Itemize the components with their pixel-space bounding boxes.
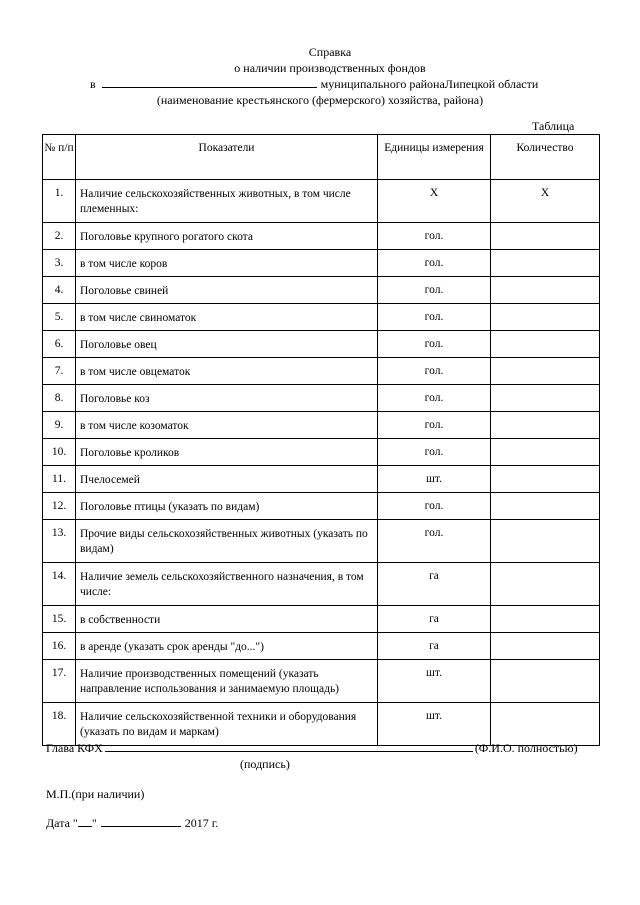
row-unit: гол. [378,493,491,520]
table-row [43,563,600,606]
row-quantity[interactable] [491,520,600,563]
row-quantity[interactable] [491,385,600,412]
row-quantity[interactable] [491,563,600,606]
row-unit: шт. [378,660,491,703]
row-indicator: в том числе свиноматок [76,304,378,331]
date-day-blank[interactable] [78,816,92,827]
row-number: 17. [43,660,76,703]
col-header-indicator: Показатели [76,135,378,180]
farm-name-blank[interactable] [102,77,317,88]
row-indicator: в собственности [76,606,378,633]
row-quantity[interactable] [491,439,600,466]
row-number: 12. [43,493,76,520]
row-quantity[interactable]: Х [491,180,600,223]
farm-name-line [90,77,538,92]
row-indicator: Поголовье крупного рогатого скота [76,223,378,250]
row-number: 8. [43,385,76,412]
row-number: 18. [43,703,76,746]
row-quantity[interactable] [491,633,600,660]
row-number: 13. [43,520,76,563]
table-body [43,180,600,746]
row-indicator: Пчелосемей [76,466,378,493]
date-mid: " [91,816,97,830]
row-unit: шт. [378,466,491,493]
table-row [43,439,600,466]
table-row [43,412,600,439]
table-row [43,331,600,358]
row-indicator: Поголовье свиней [76,277,378,304]
row-number: 14. [43,563,76,606]
row-quantity[interactable] [491,358,600,385]
row-number: 7. [43,358,76,385]
row-unit: гол. [378,439,491,466]
row-number: 16. [43,633,76,660]
row-quantity[interactable] [491,466,600,493]
stamp-label: М.П.(при наличии) [46,787,145,801]
row-number: 9. [43,412,76,439]
farm-name-prefix: в [90,77,96,91]
head-signature-line [46,741,578,756]
row-indicator: Наличие сельскохозяйственной техники и оборудования (указать по видам и маркам) [76,703,378,746]
signature-caption: (подпись) [240,757,290,771]
row-quantity[interactable] [491,223,600,250]
row-unit: шт. [378,703,491,746]
table-row [43,180,600,223]
table-row [43,304,600,331]
col-header-num: № п/п [43,135,76,180]
row-number: 1. [43,180,76,223]
table-row [43,223,600,250]
row-unit: гол. [378,304,491,331]
row-indicator: в том числе козоматок [76,412,378,439]
table-row [43,633,600,660]
row-quantity[interactable] [491,277,600,304]
row-unit: гол. [378,331,491,358]
table-row [43,520,600,563]
row-quantity[interactable] [491,250,600,277]
row-unit: гол. [378,250,491,277]
row-indicator: в аренде (указать срок аренды "до...") [76,633,378,660]
row-indicator: Поголовье овец [76,331,378,358]
row-indicator: Наличие земель сельскохозяйственного назначения, в том числе: [76,563,378,606]
date-line [46,816,218,831]
row-indicator: Поголовье птицы (указать по видам) [76,493,378,520]
row-indicator: Поголовье коз [76,385,378,412]
row-unit: га [378,563,491,606]
row-number: 5. [43,304,76,331]
row-indicator: Поголовье кроликов [76,439,378,466]
document-title: Справка [308,45,352,59]
row-quantity[interactable] [491,412,600,439]
table-row [43,277,600,304]
row-unit: Х [378,180,491,223]
row-quantity[interactable] [491,304,600,331]
row-quantity[interactable] [491,606,600,633]
row-unit: га [378,633,491,660]
table-row [43,493,600,520]
table-row [43,660,600,703]
row-number: 6. [43,331,76,358]
date-year: 2017 г. [184,816,219,830]
row-unit: гол. [378,358,491,385]
head-fullname-hint: (Ф.И.О. полностью) [474,741,578,755]
row-number: 3. [43,250,76,277]
table-row [43,703,600,746]
col-header-qty: Количество [491,135,600,180]
row-number: 10. [43,439,76,466]
head-signature-blank[interactable] [105,741,473,752]
row-quantity[interactable] [491,703,600,746]
table-caption: Таблица [532,119,575,133]
head-label: Глава КФХ [46,741,103,755]
indicators-table [42,134,600,746]
table-row [43,385,600,412]
farm-name-suffix: муниципального районаЛипецкой области [320,77,539,91]
row-number: 4. [43,277,76,304]
table-row [43,606,600,633]
row-indicator: Наличие производственных помещений (указать направление использования и занимаемую площадь) [76,660,378,703]
row-indicator: Прочие виды сельскохозяйственных животных (указать по видам) [76,520,378,563]
row-unit: гол. [378,520,491,563]
row-unit: га [378,606,491,633]
table-row [43,466,600,493]
row-unit: гол. [378,385,491,412]
date-month-blank[interactable] [101,816,181,827]
row-unit: гол. [378,223,491,250]
farm-name-hint: (наименование крестьянского (фермерского) хозяйства, района) [156,93,484,107]
row-indicator: в том числе овцематок [76,358,378,385]
col-header-unit: Единицы измерения [378,135,491,180]
row-quantity[interactable] [491,660,600,703]
row-indicator: Наличие сельскохозяйственных животных, в том числе племенных: [76,180,378,223]
row-number: 2. [43,223,76,250]
row-indicator: в том числе коров [76,250,378,277]
row-quantity[interactable] [491,331,600,358]
document-subtitle: о наличии производственных фондов [234,61,426,75]
row-quantity[interactable] [491,493,600,520]
row-unit: гол. [378,412,491,439]
table-header-row [43,135,600,180]
table-row [43,250,600,277]
row-number: 15. [43,606,76,633]
row-unit: гол. [378,277,491,304]
table-row [43,358,600,385]
row-number: 11. [43,466,76,493]
date-prefix: Дата " [46,816,78,830]
